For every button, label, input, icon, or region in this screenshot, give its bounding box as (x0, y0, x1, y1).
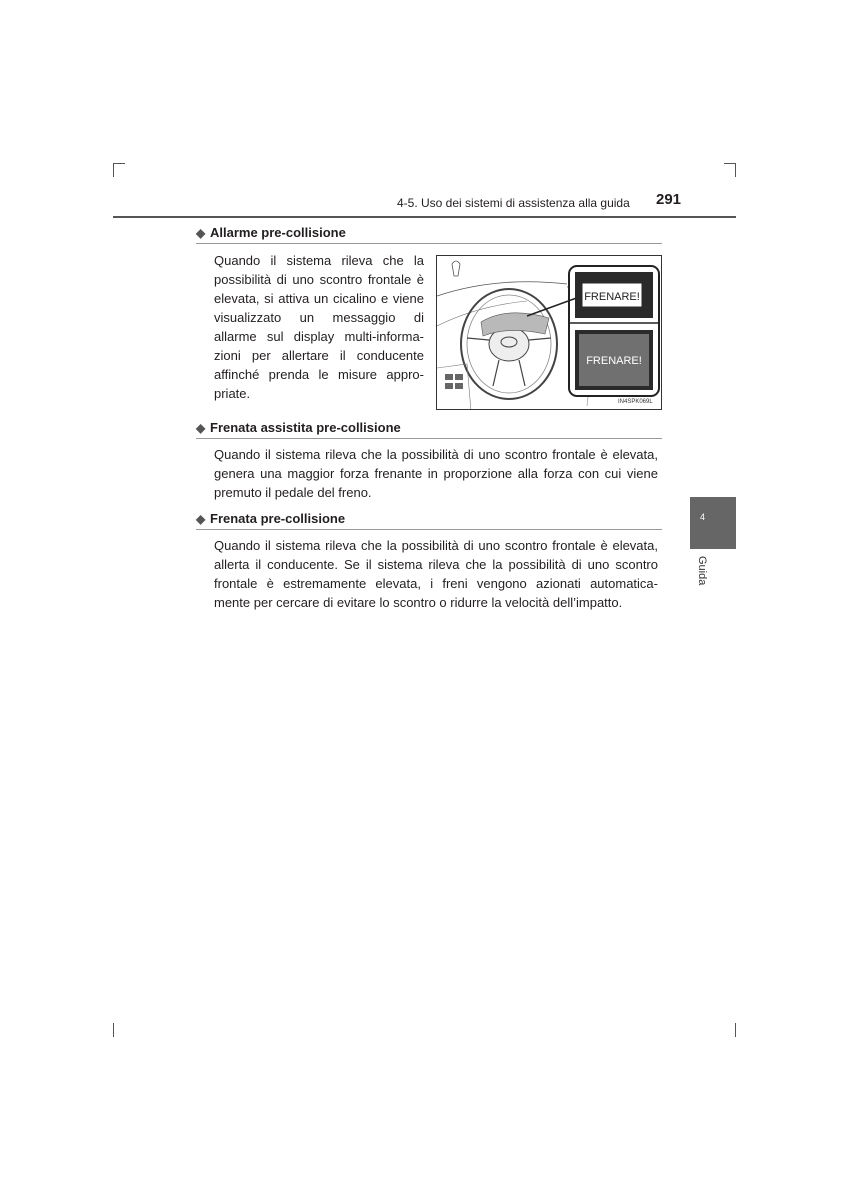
paragraph-line: premuto il pedale del freno. (214, 485, 372, 500)
paragraph-line: frontale è estremamente elevata, i freni vengono azionati automatica- (214, 576, 658, 591)
illustration-code: IN4SPK069L (618, 399, 653, 405)
section-rule (196, 529, 662, 530)
paragraph-line: Quando il sistema rileva che la possibilità di uno scontro frontale è elevata, (214, 538, 658, 553)
paragraph-line: possibilità di uno scontro frontale è (214, 272, 424, 287)
section-rule (196, 243, 662, 244)
header-rule (113, 216, 736, 218)
paragraph-line: visualizzato un messaggio di (214, 310, 424, 325)
section-heading-text: Frenata assistita pre-collisione (210, 420, 401, 435)
section-paragraph-allarme (214, 251, 424, 403)
paragraph-line: mente per cercare di evitare lo scontro o ridurre la velocità dell’impatto. (214, 595, 623, 610)
crop-mark-top-right-v (735, 163, 736, 177)
paragraph-line: priate. (214, 386, 251, 401)
section-heading-frenata-assistita (196, 420, 662, 435)
section-heading-text: Allarme pre-collisione (210, 225, 346, 240)
crop-mark-bottom-right-v (735, 1023, 736, 1037)
message-top-text: FRENARE! (584, 291, 640, 303)
chapter-number: 4 (700, 512, 706, 522)
section-heading-frenata (196, 511, 662, 526)
paragraph-line: Quando il sistema rileva che la possibilità di uno scontro frontale è elevata, (214, 447, 658, 462)
crop-mark-top-left-v (113, 163, 114, 177)
diamond-icon: ◆ (196, 512, 206, 526)
section-paragraph-frenata-assistita (214, 445, 658, 502)
diamond-icon: ◆ (196, 421, 206, 435)
chapter-tab (690, 497, 736, 549)
section-heading-allarme (196, 225, 662, 240)
paragraph-line: Quando il sistema rileva che la (214, 253, 424, 268)
header-section-title: 4-5. Uso dei sistemi di assistenza alla guida (397, 196, 630, 210)
section-rule (196, 438, 662, 439)
dashboard-illustration (436, 255, 662, 410)
paragraph-line: affinché prenda le misure appro- (214, 367, 424, 382)
section-heading-text: Frenata pre-collisione (210, 511, 346, 526)
paragraph-line: elevata, si attiva un cicalino e viene (214, 291, 424, 306)
crop-mark-bottom-left-v (113, 1023, 114, 1037)
crop-mark-top-left-h (113, 163, 125, 164)
paragraph-line: allerta il conducente. Se il sistema rileva che la possibilità di uno scontro (214, 557, 658, 572)
chapter-label: Guida (696, 556, 708, 586)
paragraph-line: zioni per allertare il conducente (214, 348, 424, 363)
message-bottom-text: FRENARE! (586, 355, 642, 367)
diamond-icon: ◆ (196, 226, 206, 240)
section-paragraph-frenata (214, 536, 658, 612)
steering-wheel-illustration (437, 256, 662, 410)
paragraph-line: allarme sul display multi-informa- (214, 329, 424, 344)
paragraph-line: genera una maggior forza frenante in proporzione alla forza con cui viene (214, 466, 658, 481)
page-number: 291 (656, 191, 682, 208)
